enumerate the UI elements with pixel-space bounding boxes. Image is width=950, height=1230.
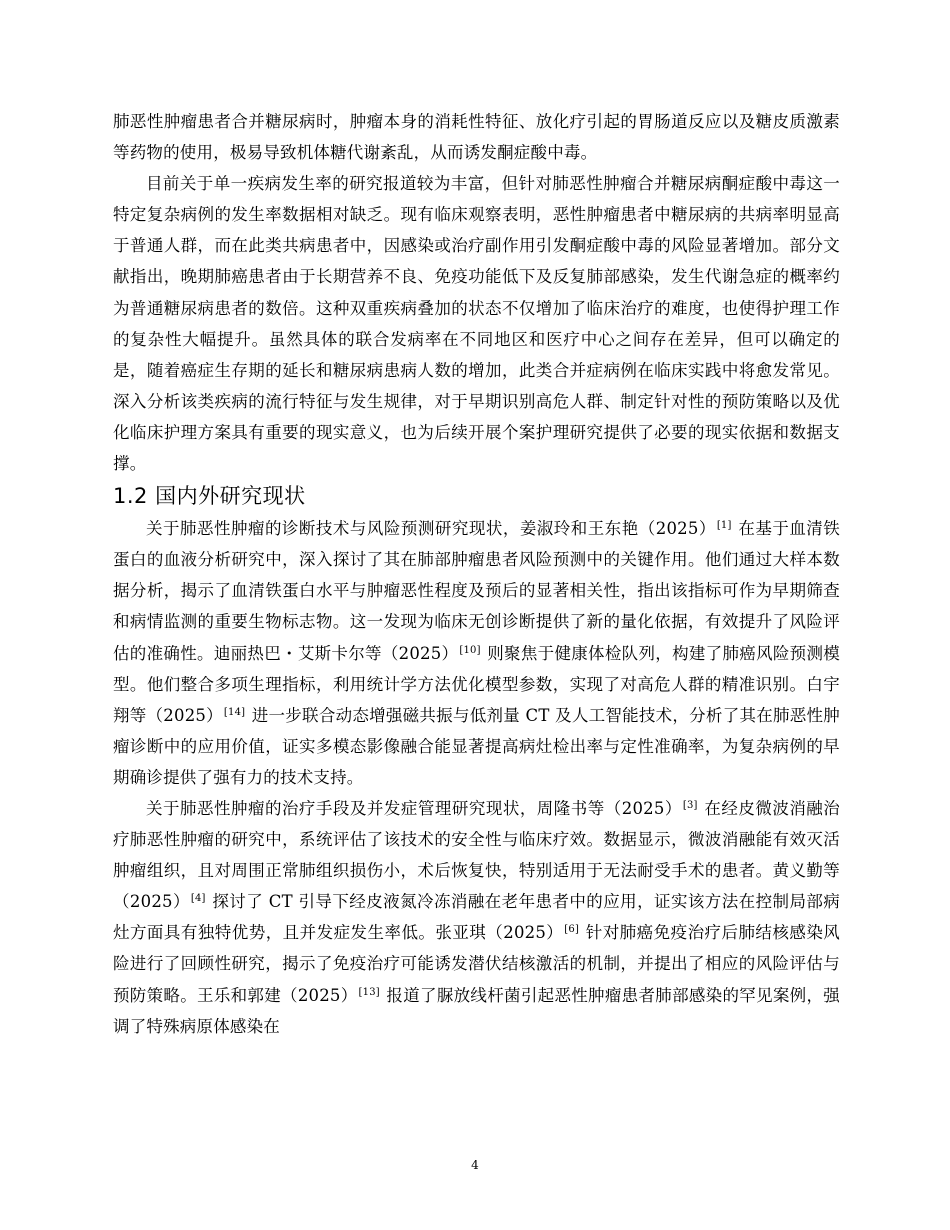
paragraph-text: 在基于血清铁蛋白的血液分析研究中，深入探讨了其在肺部肿瘤患者风险预测中的关键作用。他们通过大样本数据分析，揭示了血清铁蛋白水平与肿瘤恶性程度及预后的显著相关性，指出该指标可作为早期筛查和病情监测的重要生物标志物。这一发现为临床无创诊断提供了新的量化依据，有效提升了风险评估的准确性。迪丽热巴・艾斯卡尔等（2025）: [113, 519, 841, 663]
paragraph-text: 报道了脲放线杆菌引起恶性肿瘤患者肺部感染的罕见案例，强调了特殊病原体感染在: [113, 985, 840, 1036]
citation: [13]: [358, 986, 380, 998]
citation: [6]: [564, 924, 580, 936]
paragraph-1: [113, 106, 840, 168]
paragraph-text: 肺恶性肿瘤患者合并糖尿病时，肿瘤本身的消耗性特征、放化疗引起的胃肠道反应以及糖皮质激素等药物的使用，极易导致机体糖代谢紊乱，从而诱发酮症酸中毒。: [113, 112, 840, 163]
paragraph-3: [113, 513, 840, 793]
citation: [10]: [459, 644, 481, 656]
paragraph-text: 关于肺恶性肿瘤的治疗手段及并发症管理研究现状，周隆书等（2025）: [146, 798, 682, 818]
citation: [3]: [682, 799, 698, 811]
section-heading: 1.2 国内外研究现状: [113, 484, 306, 509]
paragraph-text: 探讨了 CT 引导下经皮液氮冷冻消融在老年患者中的应用，证实该方法在控制局部病灶方面具有独特优势，且并发症发生率低。张亚琪（2025）: [113, 892, 841, 943]
paragraph-text: 在经皮微波消融治疗肺恶性肿瘤的研究中，系统评估了该技术的安全性与临床疗效。数据显示，微波消融能有效灭活肿瘤组织，且对周围正常肺组织损伤小，术后恢复快，特别适用于无法耐受手术的患者。黄义勤等（2025）: [113, 798, 841, 912]
citation: [4]: [190, 893, 206, 905]
paragraph-4: [113, 793, 840, 1042]
paragraph-text: 关于肺恶性肿瘤的诊断技术与风险预测研究现状，姜淑玲和王东艳（2025）: [146, 519, 716, 539]
citation: [1]: [716, 520, 732, 532]
body-text: [113, 106, 840, 1042]
paragraph-text: 针对肺癌免疫治疗后肺结核感染风险进行了回顾性研究，揭示了免疫治疗可能诱发潜伏结核激活的机制，并提出了相应的风险评估与预防策略。王乐和郭建（2025）: [113, 923, 841, 1005]
paragraph-text: 目前关于单一疾病发生率的研究报道较为丰富，但针对肺恶性肿瘤合并糖尿病酮症酸中毒这一特定复杂病例的发生率数据相对缺乏。现有临床观察表明，恶性肿瘤患者中糖尿病的共病率明显高于普通人群，而在此类共病患者中，因感染或治疗副作用引发酮症酸中毒的风险显著增加。部分文献指出，晚期肺癌患者由于长期营养不良、免疫功能低下及反复肺部感染，发生代谢急症的概率约为普通糖尿病患者的数倍。这种双重疾病叠加的状态不仅增加了临床治疗的难度，也使得护理工作的复杂性大幅提升。虽然具体的联合发病率在不同地区和医疗中心之间存在差异，但可以确定的是，随着癌症生存期的延长和糖尿病患病人数的增加，此类合并症病例在临床实践中将愈发常见。深入分析该类疾病的流行特征与发生规律，对于早期识别高危人群、制定针对性的预防策略以及优化临床护理方案具有重要的现实意义，也为后续开展个案护理研究提供了必要的现实依据和数据支撑。: [113, 174, 840, 474]
page-number: 4: [471, 1158, 479, 1172]
paragraph-2: [113, 168, 840, 479]
paragraph-text: 则聚焦于健康体检队列，构建了肺癌风险预测模型。他们整合多项生理指标，利用统计学方法优化模型参数，实现了对高危人群的精准识别。白宇翔等（2025）: [113, 643, 840, 725]
paragraph-text: 进一步联合动态增强磁共振与低剂量 CT 及人工智能技术，分析了其在肺恶性肿瘤诊断中的应用价值，证实多模态影像融合能显著提高病灶检出率与定性准确率，为复杂病例的早期确诊提供了强有力的技术支持。: [113, 705, 840, 787]
citation: [14]: [223, 706, 246, 718]
